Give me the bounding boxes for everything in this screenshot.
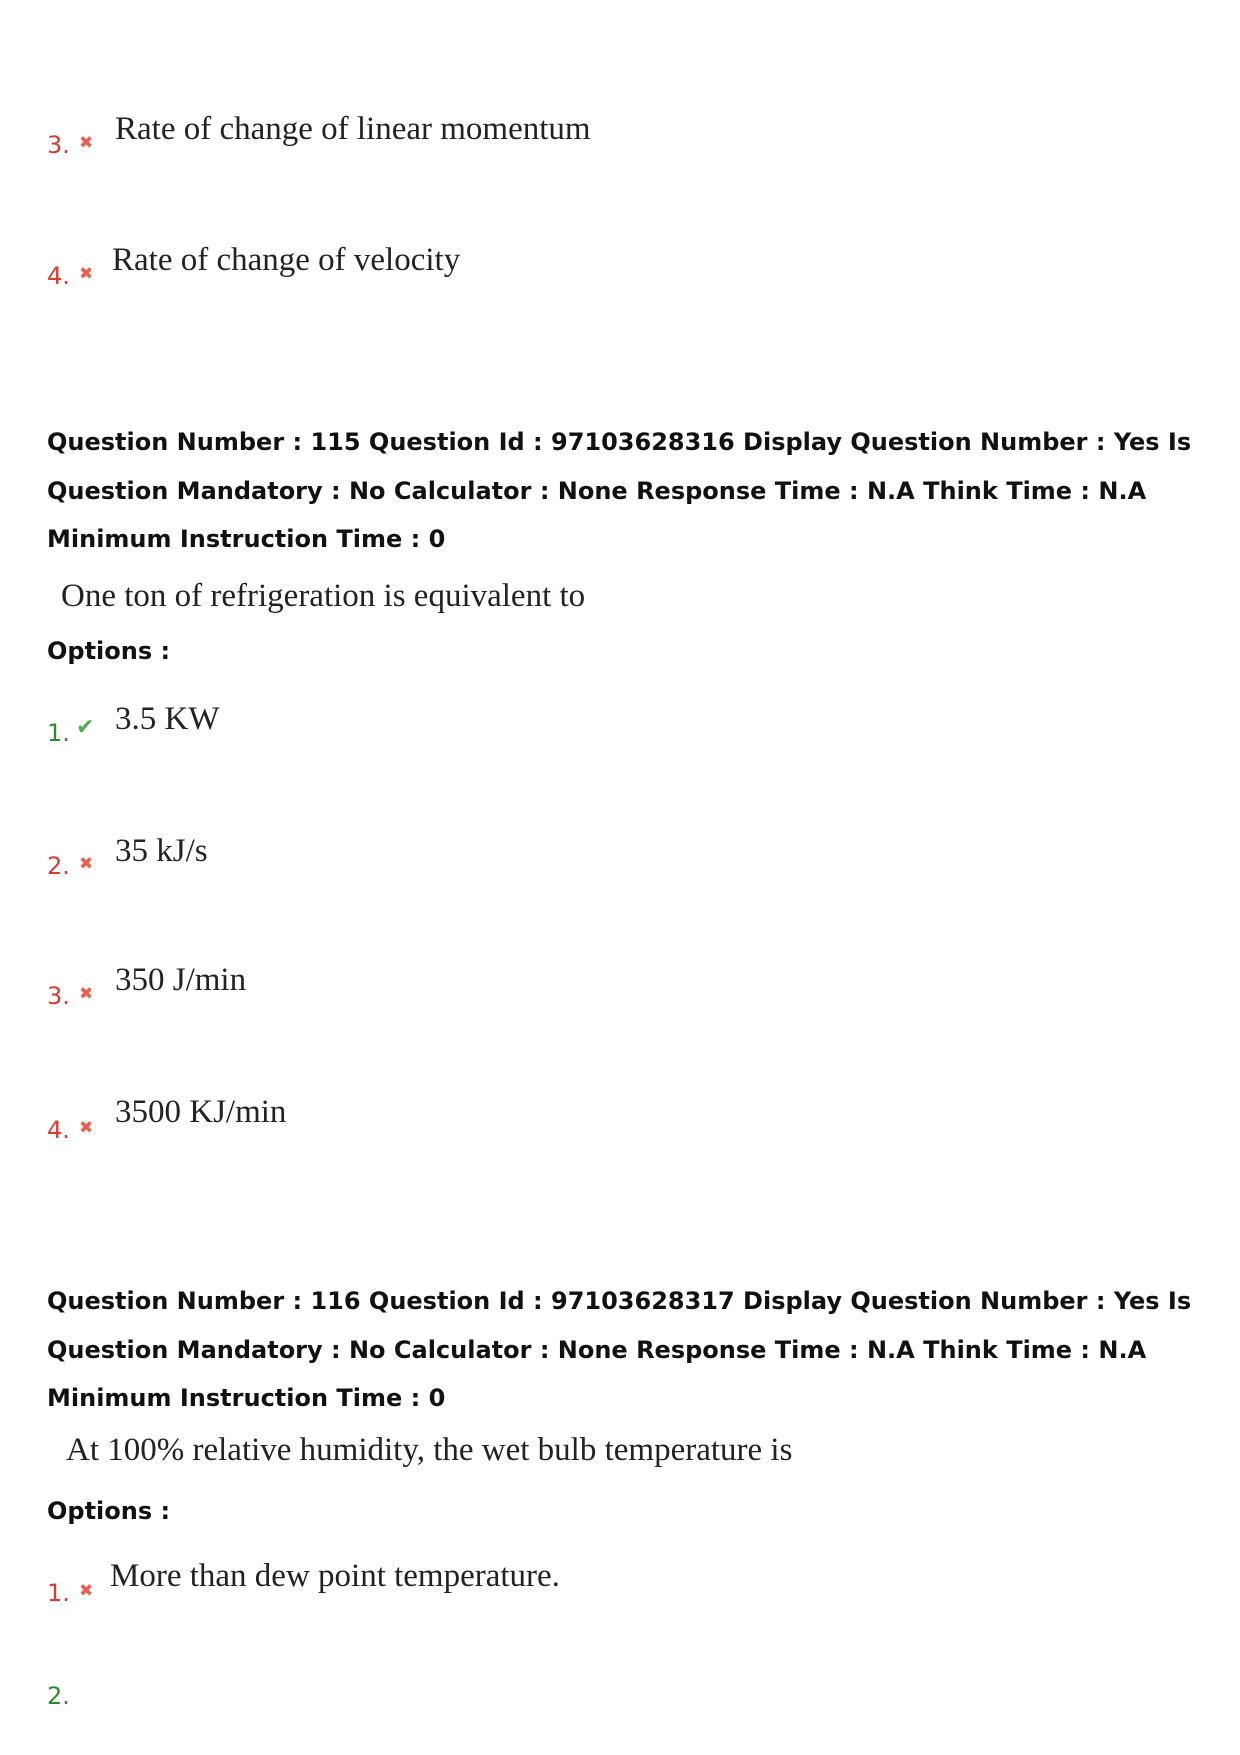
option-number: 1. [47, 1579, 70, 1607]
wrong-mark-icon: ✖ [79, 984, 94, 1004]
wrong-mark-icon: ✖ [79, 1581, 94, 1601]
option-number: 4. [47, 1116, 70, 1144]
wrong-mark-icon: ✖ [79, 133, 94, 153]
question-text: One ton of refrigeration is equivalent to [61, 578, 586, 614]
question-meta: Question Number : 116 Question Id : 97103628317 Display Question Number : Yes Is Question Mandatory : No Calculator : None Response Time : N.A Think Time : N.A Minimum Instruction Time : 0 [47, 1287, 1192, 1412]
correct-mark-icon: ✔ [76, 715, 95, 740]
option-number: 4. [47, 262, 70, 290]
wrong-mark-icon: ✖ [79, 854, 94, 874]
option-text: Rate of change of velocity [112, 242, 461, 278]
option-number: 1. [47, 719, 70, 747]
options-label: Options : [47, 1497, 171, 1525]
option-number: 2. [47, 852, 70, 880]
option-text: 350 J/min [115, 962, 247, 998]
options-label: Options : [47, 637, 171, 665]
option-text: 3.5 KW [115, 701, 220, 737]
option-number: 2. [47, 1682, 70, 1710]
option-number: 3. [47, 982, 70, 1010]
option-text: More than dew point temperature. [110, 1558, 560, 1594]
option-text: 35 kJ/s [115, 833, 208, 869]
option-text: Rate of change of linear momentum [115, 111, 591, 147]
option-text: 3500 KJ/min [115, 1094, 287, 1130]
question-meta: Question Number : 115 Question Id : 97103628316 Display Question Number : Yes Is Question Mandatory : No Calculator : None Response Time : N.A Think Time : N.A Minimum Instruction Time : 0 [47, 428, 1192, 553]
question-text: At 100% relative humidity, the wet bulb temperature is [66, 1432, 793, 1468]
wrong-mark-icon: ✖ [79, 264, 94, 284]
option-number: 3. [47, 131, 70, 159]
wrong-mark-icon: ✖ [79, 1118, 94, 1138]
